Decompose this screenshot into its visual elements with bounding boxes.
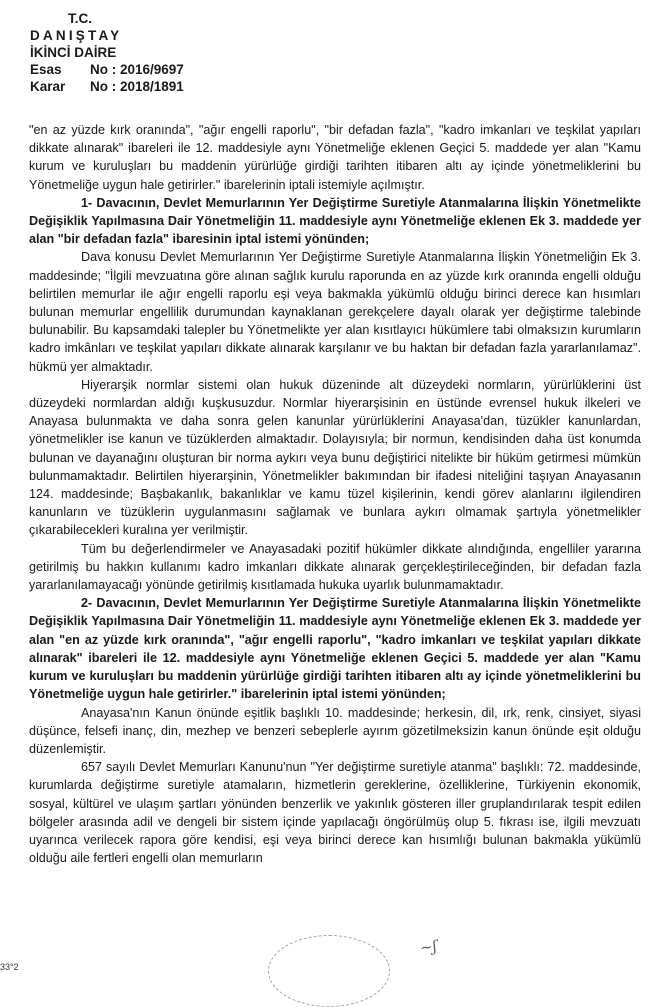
karar-label: Karar	[30, 79, 66, 94]
esas-value: No : 2016/9697	[90, 62, 184, 77]
esas-label: Esas	[30, 62, 62, 77]
document-body	[29, 121, 641, 867]
body-paragraph: Dava konusu Devlet Memurlarının Yer Değiştirme Suretiyle Atanmalarına İlişkin Yönetmeliğin Ek 3. maddesinde; "İlgili mevzuatına göre alınan sağlık kurulu raporunda en az yüzde kırk oranında engelli olduğu belirtilen memurlar ile ağır engelli raporlu eşi veya bakmakla yükümlü olduğu birinci derece kan hısımları bulunan memurlar engellilik durumundan kaynaklanan gerekçelere dayalı olarak yer değiştirme talebinde bulunabilir. Bu kapsamdaki talepler bu Yönetmelikte yer alan kısıtlayıcı hükümlere tabi olmaksızın kurumların kadro imkânları ve teşkilat yapıları dikkate alınarak karşılanır ve bu haktan bir defadan fazla yararlanılamaz". hükmü yer almaktadır.	[29, 250, 641, 374]
section-heading: 1- Davacının, Devlet Memurlarının Yer Değiştirme Suretiyle Atanmalarına İlişkin Yönetmelikte Değişiklik Yapılmasına Dair Yönetmeliğin 11. maddesiyle aynı Yönetmeliğe eklenen Ek 3. maddede yer alan "bir defadan fazla" ibaresinin iptal istemi yönünden;	[29, 195, 641, 247]
court-name: DANIŞTAY	[30, 28, 123, 43]
official-stamp	[268, 935, 390, 1007]
esas-row	[30, 61, 184, 78]
body-paragraph: Tüm bu değerlendirmeler ve Anayasadaki pozitif hükümler dikkate alındığında, engelliler yararına getirilmiş bu hakkın kullanımı kadro imkanları dikkate alınarak gerçekleştirileceğinden, bir defadan fazla yararlanılamayacağı yönünde getirilmiş kısıtlamada hukuka uyarlık bulunmamaktadır.	[29, 541, 641, 593]
karar-row	[30, 78, 184, 95]
document-header	[30, 10, 184, 95]
body-paragraph: Anayasa'nın Kanun önünde eşitlik başlıklı 10. maddesinde; herkesin, dil, ırk, renk, cinsiyet, siyasi düşünce, felsefi inanç, din, mezhep ve benzeri sebeplerle ayırım gözetilmeksizin kanun önünde eşit olduğu düzenlemiştir.	[29, 705, 641, 756]
handwritten-signature: ~ʃ	[418, 936, 438, 958]
body-paragraph: 657 sayılı Devlet Memurları Kanunu'nun "Yer değiştirme suretiyle atanma" başlıklı: 72. maddesinde, kurumlarda değiştirme suretiyle atamaların, hizmetlerin gereklerine, özelliklerine, Türkiyenin ekonomik, sosyal, kültürel ve ulaşım şartları yönünden benzerlik ve yakınlık gösteren iller gruplandırılarak tespit edilen bölgeler arasında adil ve dengeli bir sistem içinde yapılacağı öngörülmüş olup 5. fıkrası ise, ilgili mevzuatı uyarınca verilecek rapora göre kendisi, eşi veya birinci derece kan hısımlığı bulunan bakmakla yükümlü olduğu aile fertleri engelli olan memurların	[29, 760, 641, 866]
chamber-name: İKİNCİ DAİRE	[30, 45, 117, 60]
karar-value: No : 2018/1891	[90, 79, 184, 94]
margin-code: 33°2	[0, 962, 19, 972]
body-paragraph: Hiyerarşik normlar sistemi olan hukuk düzeninde alt düzeydeki normların, yürürlüklerini üst düzeydeki normlardan aldığı kuşkusuzdur. Normlar hiyerarşisinin en üstünde evrensel hukuk ilkeleri ve Anayasa bulunmakta ve daha sonra gelen kanunlar yürürlüklerini Anayasa'dan, tüzükler kanunlardan, yönetmelikler ise kanun ve tüzüklerden almaktadır. Dolayısıyla; bir normun, kendisinden daha üst konumda bulunan ve dayanağını oluşturan bir norma aykırı veya bunu değiştirici nitelikte bir hüküm getirmesi mümkün bulunmamaktadır. Belirtilen hiyerarşinin, Yönetmelikler bakımından bir ifadesi niteliğini taşıyan Anayasanın 124. maddesinde; Başbakanlık, bakanlıklar ve kamu tüzel kişilerinin, kendi görev alanlarını ilgilendiren kanunların ve tüzüklerin uygulanmasını sağlamak ve bunlara aykırı olmamak şartıyla yönetmelikler çıkarabilecekleri kuralına yer verilmiştir.	[29, 377, 641, 538]
header-tc: T.C.	[68, 11, 93, 26]
section-heading: 2- Davacının, Devlet Memurlarının Yer Değiştirme Suretiyle Atanmalarına İlişkin Yönetmelikte Değişiklik Yapılmasına Dair Yönetmeliğin 11. maddesiyle aynı Yönetmeliğe eklenen Ek 3. maddede yer alan "en az yüzde kırk oranında", "ağır engelli raporlu", "kadro imkanları ve teşkilat yapıları dikkate alınarak" ibareleri ile 12. maddesiyle aynı Yönetmeliğe eklenen Geçici 5. maddede yer alan "Kamu kurum ve kuruluşları bu maddenin yürürlüğe girdiği tarihten itibaren altı ay içinde yönetmeliklerini bu Yönetmeliğe uygun hale getirirler." ibarelerinin iptal istemi yönünden;	[29, 596, 641, 702]
body-paragraph: "en az yüzde kırk oranında", "ağır engelli raporlu", "bir defadan fazla", "kadro imkanları ve teşkilat yapıları dikkate alınarak" ibareleri ile 12. maddesiyle aynı Yönetmeliğe eklenen Geçici 5. maddede yer alan "Kamu kurum ve kuruluşları bu maddenin yürürlüğe girdiği tarihten itibaren altı ay içinde yönetmeliklerini bu Yönetmeliğe uygun hale getirirler." ibarelerinin iptali istemiyle açılmıştır.	[29, 123, 641, 192]
